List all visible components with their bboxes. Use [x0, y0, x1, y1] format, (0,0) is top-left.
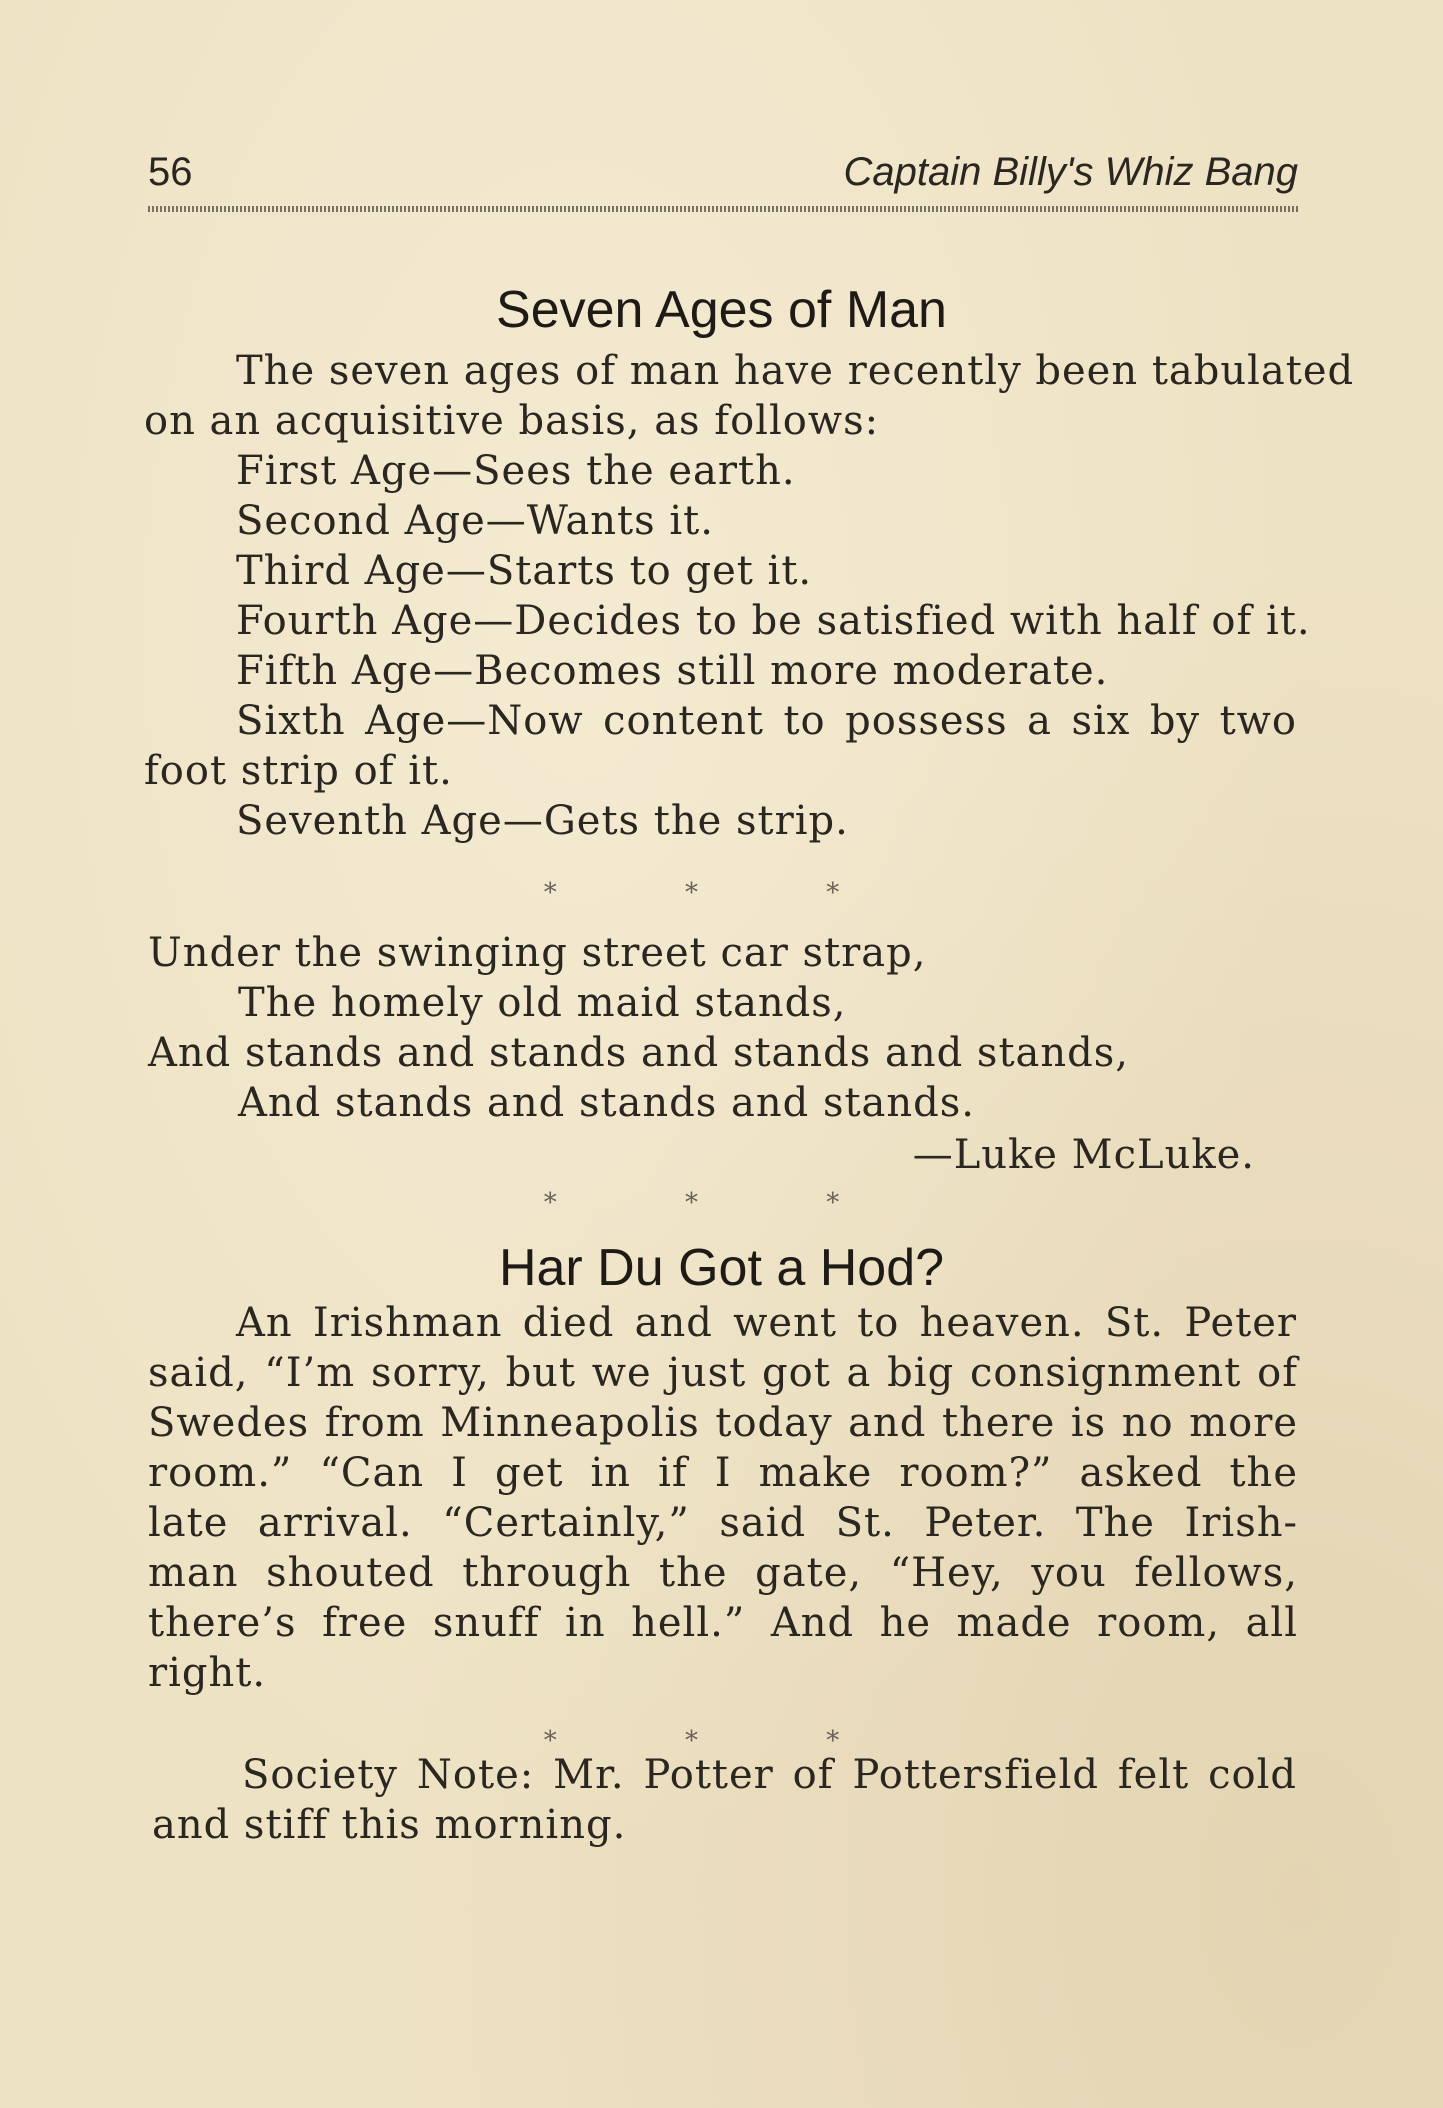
text-line: Fourth Age—Decides to be satisfied with half of it.: [236, 598, 1311, 644]
divider-stars: * * *: [543, 878, 900, 908]
text-line: Fifth Age—Becomes still more moderate.: [236, 648, 1109, 694]
text-line: late arrival. “Certainly,” said St. Peter. The Irish-: [148, 1500, 1298, 1546]
text-line: Seventh Age—Gets the strip.: [236, 798, 849, 844]
text-line: Second Age—Wants it.: [236, 498, 714, 544]
text-line: man shouted through the gate, “Hey, you fellows,: [148, 1550, 1298, 1596]
divider-stars: * * *: [543, 1726, 900, 1756]
text-line: said, “I’m sorry, but we just got a big consignment of: [148, 1350, 1298, 1396]
text-line: there’s free snuff in hell.” And he made room, all: [148, 1600, 1298, 1646]
section-title-seven-ages: Seven Ages of Man: [496, 281, 947, 339]
text-line: Third Age—Starts to get it.: [236, 548, 813, 594]
text-line: The seven ages of man have recently been tabulated: [236, 348, 1355, 394]
header-rule: [148, 206, 1298, 212]
text-line: Sixth Age—Now content to possess a six by two: [236, 698, 1297, 744]
poem-line: And stands and stands and stands and stands,: [148, 1030, 1129, 1076]
poem-attribution: —Luke McLuke.: [912, 1132, 1255, 1178]
text-line: An Irishman died and went to heaven. St. Peter: [236, 1300, 1297, 1346]
poem-line: And stands and stands and stands.: [238, 1080, 976, 1126]
section-title-har-du: Har Du Got a Hod?: [498, 1239, 945, 1297]
divider-stars: * * *: [543, 1188, 900, 1218]
society-note-line: Society Note: Mr. Potter of Pottersfield felt cold: [242, 1752, 1297, 1798]
poem-line: The homely old maid stands,: [238, 980, 847, 1026]
text-line: on an acquisitive basis, as follows:: [144, 398, 880, 444]
text-line: room.” “Can I get in if I make room?” asked the: [148, 1450, 1298, 1496]
text-line: First Age—Sees the earth.: [236, 448, 796, 494]
poem-line: Under the swinging street car strap,: [148, 930, 927, 976]
running-title: Captain Billy's Whiz Bang: [843, 150, 1298, 194]
page-number: 56: [148, 150, 193, 194]
text-line: Swedes from Minneapolis today and there is no more: [148, 1400, 1298, 1446]
page-header: [148, 150, 1298, 210]
text-line: right.: [148, 1650, 267, 1696]
society-note-line: and stiff this morning.: [152, 1802, 627, 1848]
text-line: foot strip of it.: [144, 748, 453, 794]
